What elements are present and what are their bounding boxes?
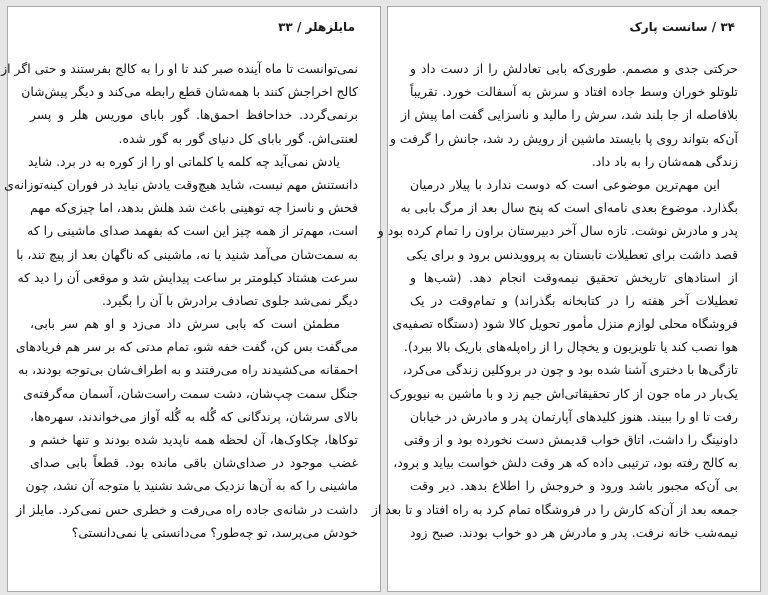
text-line: ماشینی را که به آن‌ها نزدیک می‌شد نشنید یا متوجه آن نشد، چون	[25, 478, 358, 494]
left-page-header: مایلزهلر / ۳۳	[278, 20, 355, 34]
text-line: تلوتلو خوران وسط جاده افتاد و سرش به آسفالت خورد. تقریباً	[410, 84, 738, 100]
text-line: تعطیلات آخر هفته را در کتابخانه بگذراند) و تمام‌وقت در یک	[410, 292, 738, 308]
text-line: نیمه‌شب خانه نرفت. پدر و مادرش هر دو خواب بودند. صبح زود	[410, 524, 738, 540]
text-line: دانستنش مهم نیست، شاید هیچ‌وقت یادش نیاید در فوران کینه‌توزانه‌ی	[4, 176, 358, 192]
text-line: جمعه بعد از آن‌که کارش را در فروشگاه تمام کرد به راه افتاد و تا بعد از	[371, 501, 738, 517]
text-line: داشت در شانه‌ی جاده راه می‌رفت و خطری حس نمی‌کرد. مایلز از	[16, 501, 358, 517]
text-line: غضب موجود در صدای‌شان باقی مانده بود. قطعاً بابی صدای	[30, 455, 358, 471]
text-line: توکاها، چکاوک‌ها، آن لحظه همه ناپدید شده بودند و تنها خشم و	[30, 432, 358, 447]
text-line: نمی‌توانست تا ماه آینده صبر کند تا او را به کالج بفرستند و حتی اگر از	[1, 61, 358, 76]
text-line: یک‌بار در ماه جون از کار تحقیقاتی‌اش جیم زد و با ماشین به نیویورک	[389, 385, 738, 401]
text-line: کالج اخراجش کنند با همه‌شان قطع رابطه می‌کند و دیگر پیش‌شان	[21, 84, 358, 100]
left-page	[1, 6, 381, 592]
text-line: آن‌که بتواند روی پا بایستد ماشین از رویش رد شد، جانش را گرفت و	[389, 130, 738, 146]
text-line: از استادهای تاریخش تحقیق نیمه‌وقت انجام دهد. (شب‌ها و	[410, 269, 738, 285]
text-line: دیگر نمی‌شد جلوی تصادف برادرش با آن را بگیرد.	[101, 292, 358, 308]
left-page-body	[1, 57, 358, 544]
text-line: است، مهم‌تر از همه چیز این است که بفهمد صدای ماشینی را که	[27, 223, 358, 239]
right-page	[371, 6, 761, 592]
text-line: هوا نصب کند یا تلویزیون و یخچال را از راه‌پله‌های باریک بالا ببرد).	[403, 339, 738, 355]
text-line: پدر و مادرش نوشت. تازه سال آخر دبیرستان براون را تمام کرده بود و	[377, 223, 738, 239]
text-line: فروشگاه محلی لوازم منزل مأمور تحویل کالا شود (دستگاه تصفیه‌ی	[392, 316, 738, 332]
text-line: زندگی همه‌شان را به باد داد.	[591, 153, 738, 169]
text-line: بگذارد. موضوع بعدی نامه‌ای است که پنج سال بعد از مرگ بابی به	[400, 200, 738, 216]
text-line: بالای سرشان، پرندگانی که گُله به گُله آواز می‌خواندند، سهره‌ها،	[30, 408, 358, 424]
right-page-body	[371, 57, 738, 544]
text-line: حرکتی جدی و مصمم. طوری‌که بابی تعادلش را از دست داد و	[410, 61, 738, 76]
text-line: تازگی‌ها با دختری آشنا شده بود و چون در بروکلین زندگی می‌کرد،	[402, 362, 738, 378]
text-line: مطمئن است که بابی سرش داد می‌زد و او هم سر بابی،	[30, 316, 340, 332]
text-line: به کالج رفته بود، ترتیبی داده که هر وقت دلش خواست بیاید و برود،	[393, 455, 738, 471]
right-page-header: ۳۴ / سانست پارک	[629, 20, 735, 34]
text-line: خودش می‌پرسد، تو چه‌طور؟ می‌دانستی یا نمی‌دانستی؟	[71, 524, 358, 540]
text-line: جنگل سمت چپ‌شان، دشت سمت راست‌شان، آسمان مه‌گرفته‌ی	[23, 385, 358, 401]
text-line: یادش نمی‌آید چه کلمه یا کلماتی او را از کوره به در برد. شاید	[28, 153, 340, 169]
text-line: برنمی‌گردد. خداحافظ احمق‌ها. گور بابای موریس هلر و پسر	[30, 107, 358, 123]
text-line: می‌گفت بس کن، گفت خفه شو، تمام مدتی که بر سر هم فریادهای	[15, 339, 358, 355]
text-line: به سمت‌شان می‌آمد شنید یا نه، ماشینی که ناگهان بعد از پیچ تند، با	[16, 246, 358, 262]
text-line: احمقانه می‌کشیدند راه می‌رفتند و به اطراف‌شان بی‌توجه بودند، به	[18, 362, 358, 378]
text-line: داونینگ را داشت، اتاق خواب قدیمش دست نخورده بود و از وقتی	[403, 432, 738, 447]
text-line: فحش و ناسزا چه توهینی باعث شد هلش بدهد، اما چیزی‌که مهم	[30, 200, 358, 216]
text-line: لعنتی‌اش. گور بابای کل دنیای گور به گور شده.	[118, 130, 358, 146]
text-line: قصد داشت برای تعطیلات تابستان به پروویدنس برود و برای یکی	[406, 246, 738, 262]
text-line: بی آن‌که مجبور باشد ورود و خروجش را اطلاع بدهد. دیر وقت	[410, 478, 738, 494]
text-line: بلافاصله از جا بلند شد، سرش را مالید و ناسزایی گفت اما پیش از	[401, 107, 738, 123]
text-line: سرعت هشتاد کیلومتر بر ساعت پیدایش شد و موقعی آن را دید که	[17, 269, 358, 285]
text-line: این مهم‌ترین موضوعی است که دوست ندارد با پیلار درمیان	[410, 176, 720, 192]
text-line: رفت تا او را ببیند. هنوز کلیدهای آپارتمان پدر و مادرش در خیابان	[410, 408, 738, 424]
